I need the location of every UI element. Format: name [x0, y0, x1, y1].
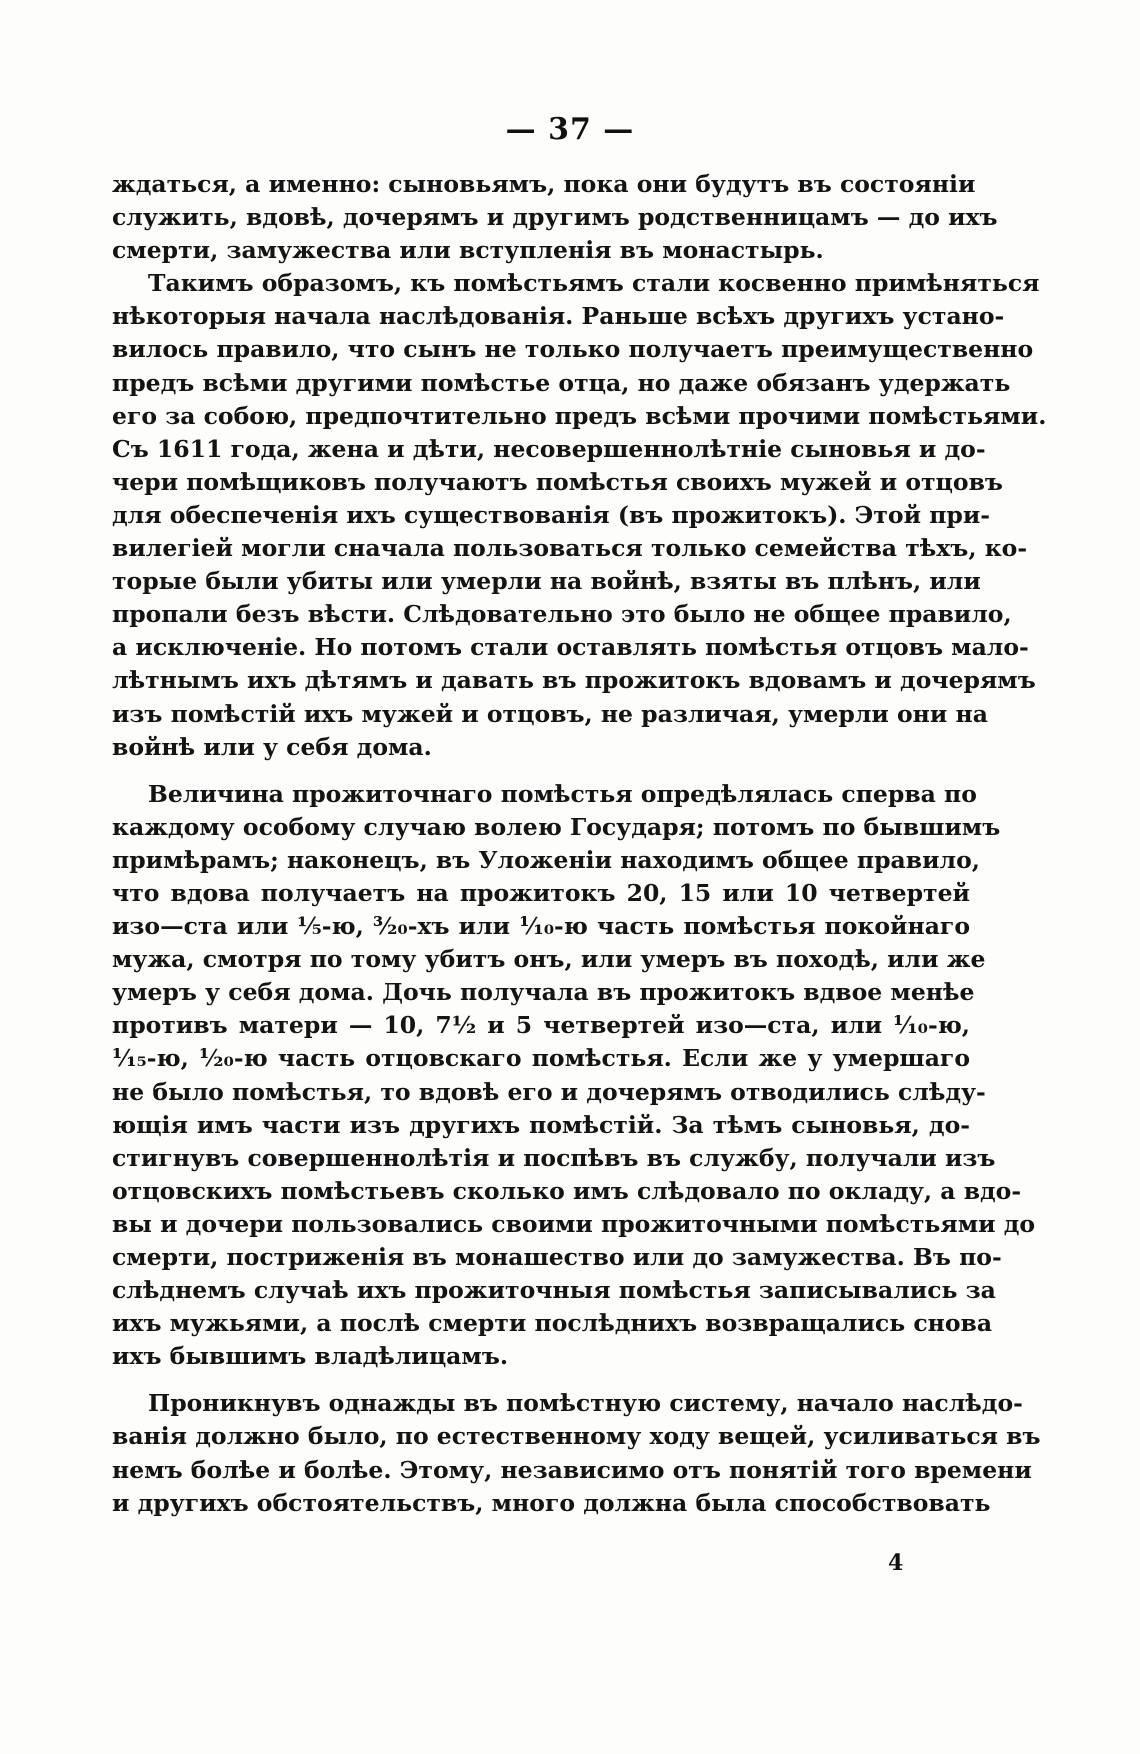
text-line: лѣтнымъ ихъ дѣтямъ и давать въ прожитокъ вдовамъ и дочерямъ	[112, 666, 1036, 695]
paragraph	[112, 1387, 1041, 1519]
text-line: ихъ бывшимъ владѣлицамъ.	[112, 1342, 509, 1371]
text-line: что вдова получаетъ на прожитокъ 20, 15 или 10 четвертей	[112, 878, 970, 907]
text-line: примѣрамъ; наконецъ, въ Уложеніи находимъ общее правило,	[112, 845, 980, 874]
text-line: его за собою, предпочтительно предъ всѣми прочими помѣстьями.	[112, 401, 1047, 430]
text-line: нѣкоторыя начала наслѣдованія. Раньше всѣхъ другихъ устано-	[112, 302, 1005, 331]
text-line: вилегіей могли сначала пользоваться только семейства тѣхъ, ко-	[112, 534, 1028, 563]
paragraph	[112, 168, 998, 267]
text-line: а исключеніе. Но потомъ стали оставлять помѣстья отцовъ мало-	[112, 633, 1029, 662]
text-line: немъ болѣе и болѣе. Этому, независимо отъ понятій того времени	[112, 1455, 1032, 1484]
text-line: изо—ста или ⅕-ю, ³⁄₂₀-хъ или ¹⁄₁₀-ю часть помѣстья покойнаго	[112, 912, 970, 941]
signature-mark: 4	[888, 1550, 904, 1576]
paragraph	[112, 267, 1047, 763]
text-line: войнѣ или у себя дома.	[112, 732, 432, 761]
text-line: противъ матери — 10, 7½ и 5 четвертей изо—ста, или ¹⁄₁₀-ю,	[112, 1011, 970, 1040]
paragraph-gap	[112, 1373, 970, 1387]
text-line: Проникнувъ однажды въ помѣстную систему, начало наслѣдо-	[148, 1389, 1023, 1418]
text-line: Съ 1611 года, жена и дѣти, несовершеннолѣтніе сыновья и до-	[112, 434, 986, 463]
text-line: вилось правило, что сынъ не только получаетъ преимущественно	[112, 335, 1034, 364]
text-line: торые были убиты или умерли на войнѣ, взяты въ плѣнъ, или	[112, 567, 981, 596]
text-line: стигнувъ совершеннолѣтія и поспѣвъ въ службу, получали изъ	[112, 1143, 996, 1172]
page-number: — 37 —	[505, 112, 635, 147]
text-line: предъ всѣми другими помѣстье отца, но даже обязанъ удержать	[112, 368, 1011, 397]
text-line: Величина прожиточнаго помѣстья опредѣлялась сперва по	[148, 779, 977, 808]
text-line: и другихъ обстоятельствъ, много должна была способствовать	[112, 1488, 991, 1517]
body-text	[112, 168, 1047, 1520]
paragraph-gap	[112, 764, 970, 778]
text-line: смерти, замужества или вступленія въ монастырь.	[112, 236, 824, 265]
text-line: ющія имъ части изъ другихъ помѣстій. За тѣмъ сыновья, до-	[112, 1110, 970, 1139]
paragraph	[112, 778, 1036, 1374]
text-line: не было помѣстья, то вдовѣ его и дочерямъ отводились слѣду-	[112, 1077, 986, 1106]
text-line: изъ помѣстій ихъ мужей и отцовъ, не различая, умерли они на	[112, 699, 988, 728]
text-line: Такимъ образомъ, къ помѣстьямъ стали косвенно примѣняться	[148, 269, 1040, 298]
text-line: отцовскихъ помѣстьевъ сколько имъ слѣдовало по окладу, а вдо-	[112, 1176, 1022, 1205]
text-line: ванія должно было, по естественному ходу вещей, усиливаться въ	[112, 1422, 1041, 1451]
text-line: каждому особому случаю волею Государя; потомъ по бывшимъ	[112, 812, 1001, 841]
text-line: смерти, постриженія въ монашество или до замужества. Въ по-	[112, 1243, 1002, 1271]
text-line: умеръ у себя дома. Дочь получала въ прожитокъ вдвое менѣе	[112, 978, 975, 1007]
text-line: вы и дочери пользовались своими прожиточными помѣстьями до	[112, 1209, 1036, 1238]
text-line: мужа, смотря по тому убитъ онъ, или умеръ въ походѣ, или же	[112, 945, 986, 974]
text-line: пропали безъ вѣсти. Слѣдовательно это было не общее правило,	[112, 600, 1012, 629]
text-line: чери помѣщиковъ получаютъ помѣстья своихъ мужей и отцовъ	[112, 467, 1003, 496]
text-line: для обеспеченія ихъ существованія (въ прожитокъ). Этой при-	[112, 500, 991, 529]
text-line: ихъ мужьями, а послѣ смерти послѣднихъ возвращались снова	[112, 1309, 993, 1338]
text-line: ¹⁄₁₅-ю, ¹⁄₂₀-ю часть отцовскаго помѣстья. Если же у умершаго	[112, 1044, 970, 1073]
text-line: служить, вдовѣ, дочерямъ и другимъ родственницамъ — до ихъ	[112, 203, 998, 232]
text-line: ждаться, а именно: сыновьямъ, пока они будутъ въ состояніи	[112, 170, 976, 198]
text-line: слѣднемъ случаѣ ихъ прожиточныя помѣстья записывались за	[112, 1276, 996, 1305]
